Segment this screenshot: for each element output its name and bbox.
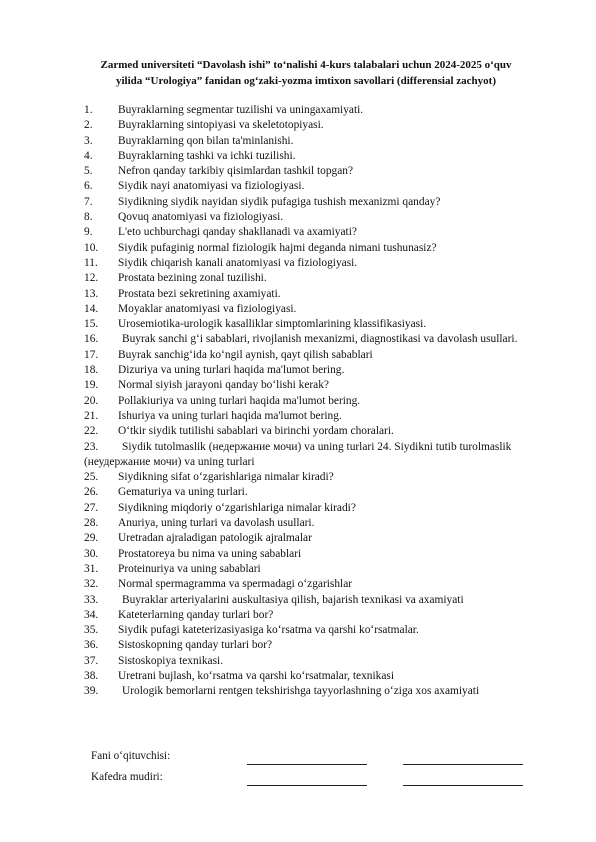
question-number: 39. (84, 685, 99, 698)
question-number: 23. (84, 440, 99, 453)
question-text: Prostatoreya bu nima va uning sabablari (118, 547, 302, 560)
question-number: 18. (84, 364, 99, 377)
question-text: Proteinuriya va uning sabablari (118, 562, 261, 575)
question-item (84, 302, 534, 317)
question-number: 25. (84, 471, 99, 484)
question-item (84, 225, 534, 240)
question-number: 9. (84, 226, 93, 239)
teacher-label: Fani o‘qituvchisi: (91, 750, 171, 762)
question-number: 37. (84, 654, 99, 667)
question-number: 28. (84, 517, 99, 530)
question-number: 34. (84, 608, 99, 621)
question-text: Buyraklarning tashki va ichki tuzilishi. (118, 149, 296, 162)
question-item (84, 394, 534, 409)
question-text: Siydik pufagi kateterizasiyasiga ko‘rsatma va qarshi ko‘rsatmalar. (118, 624, 419, 637)
question-item (84, 210, 534, 225)
question-item (84, 654, 534, 669)
question-text: Buyrak sanchi g‘i sabablari, rivojlanish mexanizmi, diagnostikasi va davolash usullari. (122, 333, 518, 346)
question-item (84, 149, 534, 164)
question-number: 7. (84, 195, 93, 208)
question-text: Buyraklarning sintopiyasi va skeletotopiyasi. (118, 119, 324, 132)
question-text: Siydik pufaginig normal fiziologik hajmi deganda nimani tushunasiz? (118, 241, 437, 254)
question-text: Prostata bezining zonal tuzilishi. (118, 272, 267, 285)
question-text: Uretrani bujlash, ko‘rsatma va qarshi ko‘rsatmalar, texnikasi (118, 669, 394, 682)
question-item (84, 179, 534, 194)
question-text: Uretradan ajraladigan patologik ajralmalar (118, 532, 312, 545)
question-text: L'eto uchburchagi qanday shakllanadi va axamiyati? (118, 226, 357, 239)
question-text: Normal spermagramma va spermadagi o‘zgarishlar (118, 578, 353, 591)
question-item (84, 608, 534, 623)
question-item (84, 638, 534, 653)
question-text: Anuriya, uning turlari va davolash usullari. (118, 517, 315, 530)
question-number: 19. (84, 379, 99, 392)
question-item (84, 547, 534, 562)
question-number: 38. (84, 669, 99, 682)
question-item (84, 287, 534, 302)
head-signature-line (247, 785, 367, 786)
question-item (84, 501, 534, 516)
teacher-signature-line (247, 764, 367, 765)
question-item (84, 516, 534, 531)
question-number: 10. (84, 241, 99, 254)
question-item (84, 424, 534, 439)
head-name-line (403, 785, 523, 786)
question-number: 35. (84, 624, 99, 637)
title-line-1: Zarmed universiteti “Davolash ishi” to‘nalishi 4-kurs talabalari uchun 2024-2025 o‘quv (100, 59, 512, 71)
question-text: Buyraklarning segmentar tuzilishi va uningaxamiyati. (118, 104, 364, 116)
question-number: 27. (84, 501, 99, 514)
question-number: 31. (84, 562, 99, 575)
question-item (84, 164, 534, 179)
question-number: 36. (84, 639, 99, 652)
question-number: 4. (84, 149, 93, 162)
question-number: 15. (84, 318, 99, 331)
question-text: Qovuq anatomiyasi va fiziologiyasi. (118, 211, 284, 224)
question-item (84, 103, 534, 118)
question-text: Siydik nayi anatomiyasi va fiziologiyasi. (118, 180, 305, 193)
question-item (84, 562, 534, 577)
question-item (84, 134, 534, 149)
question-text: Pollakiuriya va uning turlari haqida ma'lumot bering. (118, 394, 361, 407)
question-number: 6. (84, 180, 93, 193)
question-item (84, 684, 534, 699)
question-item (84, 577, 534, 592)
question-item (84, 195, 534, 210)
question-item (84, 409, 534, 424)
question-text: Siydik tutolmaslik (недержание мочи) va uning turlari 24. Siydikni tutib turolmaslik (неудержание мочи) va uning turlari (84, 440, 512, 468)
document-title (84, 58, 528, 89)
question-text: Kateterlarning qanday turlari bor? (118, 608, 274, 621)
question-item (84, 348, 534, 363)
question-text: Siydikning siydik nayidan siydik pufagiga tushish mexanizmi qanday? (118, 195, 441, 208)
question-text: Prostata bezi sekretining axamiyati. (118, 287, 281, 300)
question-text: Urosemiotika-urologik kasalliklar simptomlarining klassifikasiyasi. (118, 318, 427, 331)
question-text: Siydik chiqarish kanali anatomiyasi va fiziologiyasi. (118, 256, 358, 269)
question-text: Sistoskopiya texnikasi. (118, 654, 224, 667)
question-number: 14. (84, 302, 99, 315)
question-item (84, 118, 534, 133)
question-number: 12. (84, 272, 99, 285)
question-number: 26. (84, 486, 99, 499)
question-number: 22. (84, 425, 99, 438)
question-number: 33. (84, 593, 99, 606)
question-item (84, 531, 534, 546)
question-number: 16. (84, 333, 99, 346)
question-text: Normal siyish jarayoni qanday bo‘lishi kerak? (118, 379, 329, 392)
question-number: 30. (84, 547, 99, 560)
question-number: 13. (84, 287, 99, 300)
question-item (84, 623, 534, 638)
question-item (84, 363, 534, 378)
question-text: Moyaklar anatomiyasi va fiziologiyasi. (118, 302, 297, 315)
question-number: 3. (84, 134, 93, 147)
question-text: Gematuriya va uning turlari. (118, 486, 248, 499)
question-number: 8. (84, 211, 93, 224)
question-number: 1. (84, 104, 93, 116)
question-text: Buyraklarning qon bilan ta'minlanishi. (118, 134, 294, 147)
question-number: 17. (84, 348, 99, 361)
question-number: 20. (84, 394, 99, 407)
question-item (84, 440, 534, 471)
question-text: Siydikning miqdoriy o‘zgarishlariga nimalar kiradi? (118, 501, 356, 514)
question-item (84, 317, 534, 332)
question-item (84, 332, 534, 347)
question-item (84, 470, 534, 485)
title-line-2: yilida “Urologiya” fanidan og‘zaki-yozma imtixon savollari (differensial zachyot) (116, 74, 496, 87)
question-text: Sistoskopning qanday turlari bor? (118, 639, 273, 652)
question-number: 5. (84, 165, 93, 178)
question-text: Ishuriya va uning turlari haqida ma'lumot bering. (118, 409, 342, 422)
question-text: Dizuriya va uning turlari haqida ma'lumot bering. (118, 364, 345, 377)
head-label: Kafedra mudiri: (91, 771, 163, 783)
question-text: Buyrak sanchig‘ida ko‘ngil aynish, qayt qilish sabablari (118, 348, 373, 361)
question-text: Nefron qanday tarkibiy qisimlardan tashkil topgan? (118, 165, 354, 178)
question-item (84, 485, 534, 500)
question-item (84, 241, 534, 256)
question-item (84, 256, 534, 271)
question-number: 29. (84, 532, 99, 545)
question-item (84, 271, 534, 286)
question-item (84, 669, 534, 684)
question-text: Siydikning sifat o‘zgarishlariga nimalar kiradi? (118, 471, 334, 484)
question-item (84, 593, 534, 608)
question-list (84, 103, 534, 700)
question-number: 2. (84, 119, 93, 132)
question-number: 11. (84, 256, 98, 269)
question-number: 21. (84, 409, 99, 422)
question-number: 32. (84, 578, 99, 591)
question-text: Buyraklar arteriyalarini auskultasiya qilish, bajarish texnikasi va axamiyati (122, 593, 464, 606)
question-text: Urologik bemorlarni rentgen tekshirishga tayyorlashning o‘ziga xos axamiyati (122, 685, 480, 698)
question-text: O‘tkir siydik tutilishi sabablari va birinchi yordam choralari. (118, 425, 394, 438)
question-item (84, 378, 534, 393)
teacher-name-line (403, 764, 523, 765)
